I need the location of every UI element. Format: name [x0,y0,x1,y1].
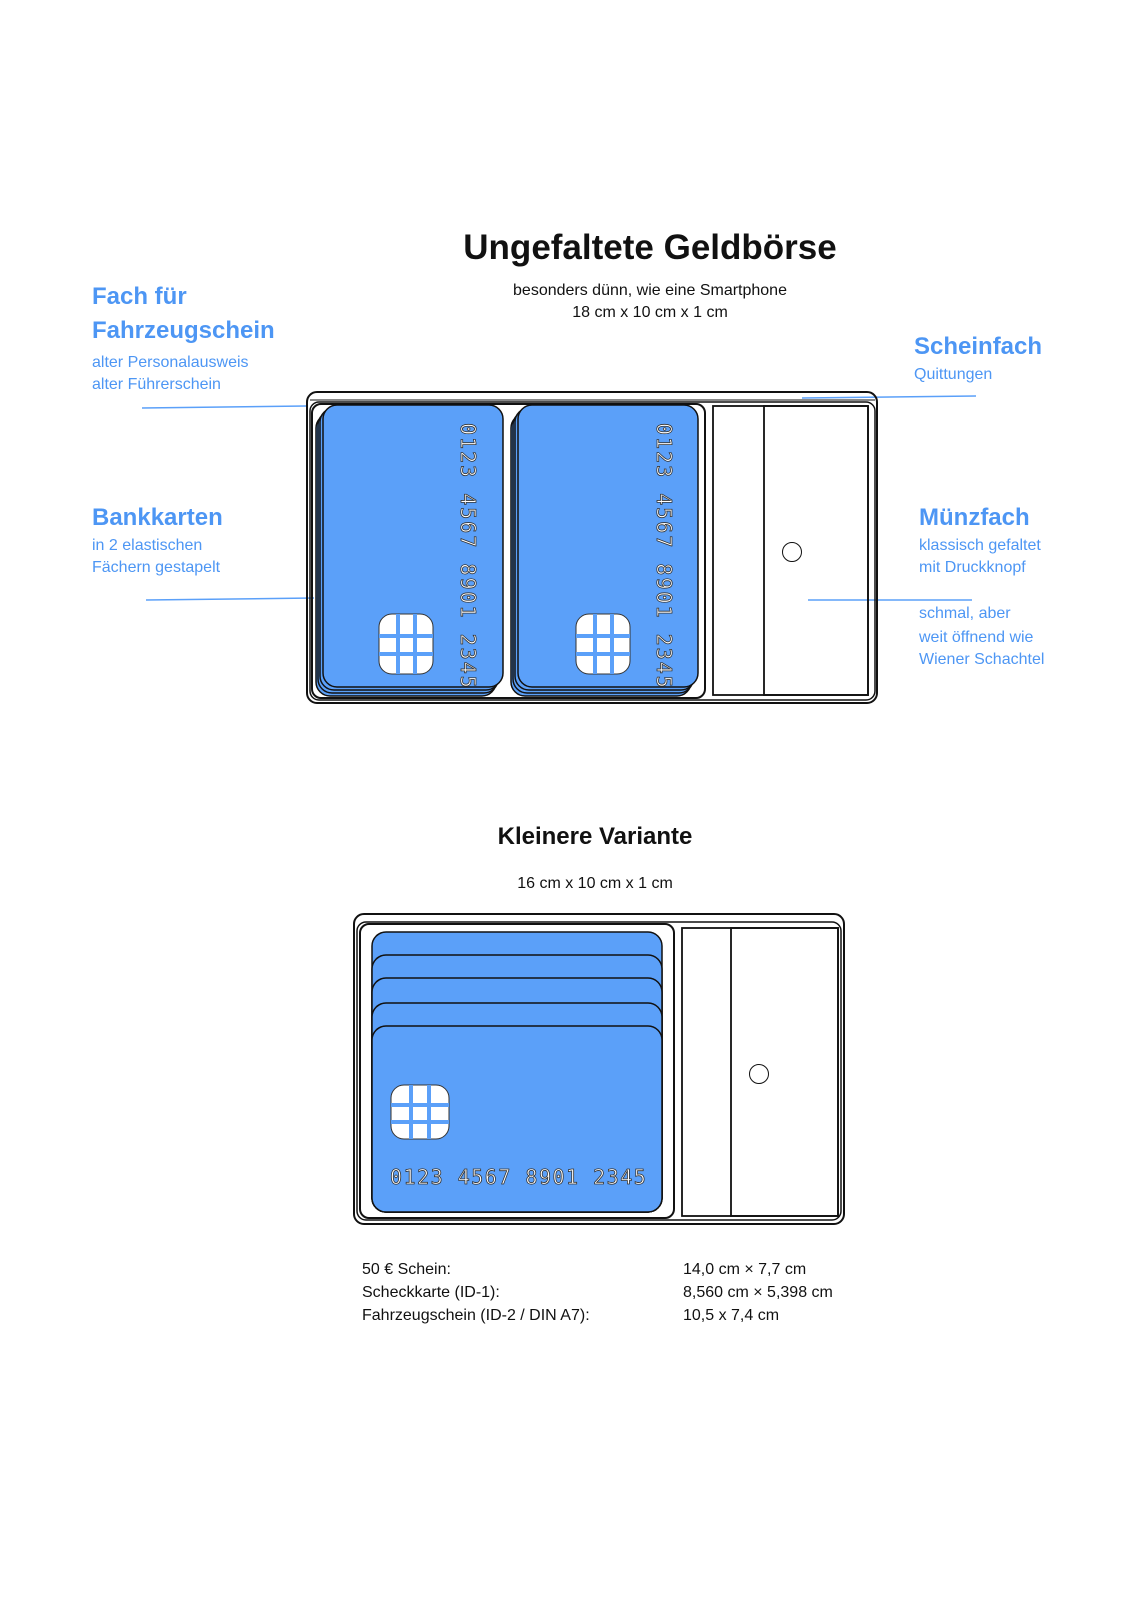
coins-line5: Wiener Schachtel [919,651,1045,668]
chip-icon [379,614,433,674]
vehicle-line2: alter Führerschein [92,376,221,393]
spec-row [362,1281,833,1304]
card-number: 0123 4567 8901 2345 [652,423,676,690]
bills-leader-line [802,396,976,398]
snap-button [783,543,802,562]
small-card-stack [372,932,662,1212]
bills-line1: Quittungen [914,366,993,383]
bankcards-leader-line [146,598,314,600]
spec-row [362,1258,833,1281]
small-wallet-drawing [0,900,1130,1240]
bankcards-line2: Fächern gestapelt [92,559,221,576]
card-stack-left [316,405,503,696]
coins-heading: Münzfach [919,504,1030,531]
small-variant-title: Kleinere Variante [497,823,693,850]
page-title: Ungefaltete Geldbörse [463,228,837,267]
bankcards-heading: Bankkarten [92,504,223,531]
vehicle-heading-line2: Fahrzeugschein [92,317,275,344]
page-subtitle: besonders dünn, wie eine Smartphone [513,282,787,299]
coins-line3: schmal, aber [919,605,1011,622]
bills-heading: Scheinfach [914,333,1043,360]
card-number: 0123 4567 8901 2345 [456,423,480,690]
card-stack-right [511,405,698,696]
page-dimensions: 18 cm x 10 cm x 1 cm [572,304,728,321]
coins-line1: klassisch gefaltet [919,537,1041,554]
spec-table [362,1258,833,1327]
coin-pouch-flap [764,406,868,695]
small-coin-pouch-flap [731,928,838,1216]
coins-line4: weit öffnend wie [919,629,1034,646]
chip-icon [391,1085,449,1139]
spec-row [362,1304,833,1327]
spec-value: 8,560 cm × 5,398 cm [683,1284,833,1301]
spec-label: Fahrzeugschein (ID-2 / DIN A7): [362,1307,590,1324]
chip-icon [576,614,630,674]
spec-value: 14,0 cm × 7,7 cm [683,1261,807,1278]
card-number: 0123 4567 8901 2345 [390,1165,648,1189]
spec-label: Scheckkarte (ID-1): [362,1284,500,1301]
spec-label: 50 € Schein: [362,1261,451,1278]
vehicle-leader-line [142,406,306,408]
vehicle-heading-line1: Fach für [92,283,187,310]
vehicle-line1: alter Personalausweis [92,354,249,371]
bankcards-line1: in 2 elastischen [92,537,203,554]
coins-line2: mit Druckknopf [919,559,1026,576]
small-snap-button [750,1065,769,1084]
spec-value: 10,5 x 7,4 cm [683,1307,780,1324]
small-variant-dimensions: 16 cm x 10 cm x 1 cm [517,875,673,892]
